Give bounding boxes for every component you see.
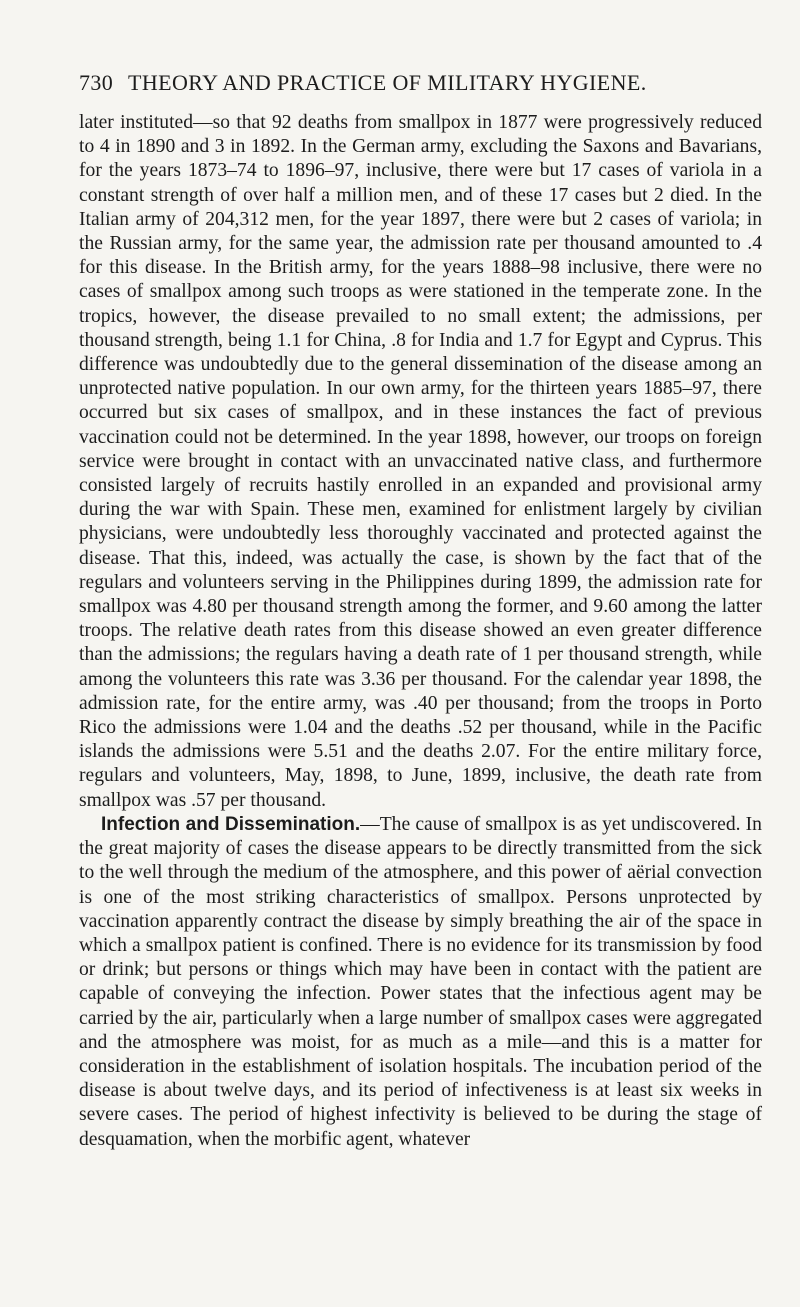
paragraph-infection-dissemination bbox=[79, 813, 762, 1152]
section-heading: Infection and Dissemination. bbox=[101, 813, 361, 835]
page-number: 730 bbox=[79, 70, 114, 95]
body-text bbox=[79, 111, 762, 1152]
paragraph-text: —The cause of smallpox is as yet undiscovered. In the great majority of cases the disease appears to be directly transmitted from the sick to the well through the medium of the atmosphere, and this power of aërial convection is one of the most striking characteristics of smallpox. Persons unprotected by vaccination apparently contract the disease by simply breathing the air of the space in which a smallpox patient is confined. There is no evidence for its transmission by food or drink; but persons or things which may have been in contact with the patient are capable of conveying the infection. Power states that the infectious agent may be carried by the air, particularly when a large number of smallpox cases were aggregated and the atmosphere was moist, for as much as a mile—and this is a matter for consideration in the establishment of isolation hospitals. The incubation period of the disease is about twelve days, and its period of infectiveness is at least six weeks in severe cases. The period of highest infectivity is believed to be during the stage of desquamation, when the morbific agent, whatever bbox=[79, 813, 762, 1150]
running-header bbox=[79, 70, 762, 102]
paragraph-smallpox-statistics: later instituted—so that 92 deaths from smallpox in 1877 were progressively reduced to 4 in 1890 and 3 in 1892. In the German army, excluding the Saxons and Bavarians, for the years 1873–74 to 1896–97, inclusive, there were but 17 cases of variola in a constant strength of over half a million men, and of these 17 cases but 2 died. In the Italian army of 204,312 men, for the year 1897, there were but 2 cases of variola; in the Russian army, for the same year, the admission rate per thousand amounted to .4 for this disease. In the British army, for the years 1888–98 inclusive, there were no cases of smallpox among such troops as were stationed in the temperate zone. In the tropics, however, the disease prevailed to no small extent; the admissions, per thousand strength, being 1.1 for China, .8 for India and 1.7 for Egypt and Cyprus. This difference was undoubtedly due to the general dissemination of the disease among an unprotected native population. In our own army, for the thirteen years 1885–97, there occurred but six cases of smallpox, and in these instances the fact of previous vaccination could not be determined. In the year 1898, however, our troops on foreign service were brought in contact with an unvaccinated native class, and furthermore consisted largely of recruits hastily enrolled in an expanded and provisional army during the war with Spain. These men, examined for enlistment largely by civilian physicians, were undoubtedly less thoroughly vaccinated and protected against the disease. That this, indeed, was actually the case, is shown by the fact that of the regulars and volunteers serving in the Philippines during 1899, the admission rate for smallpox was 4.80 per thousand strength among the former, and 9.60 among the latter troops. The relative death rates from this disease showed an even greater difference than the admissions; the regulars having a death rate of 1 per thousand strength, while among the volunteers this rate was 3.36 per thousand. For the calendar year 1898, the admission rate, for the entire army, was .40 per thousand; from the troops in Porto Rico the admissions were 1.04 and the deaths .52 per thousand, while in the Pacific islands the admissions were 5.51 and the deaths 2.07. For the entire military force, regulars and volunteers, May, 1898, to June, 1899, inclusive, the death rate from smallpox was .57 per thousand. bbox=[79, 112, 762, 811]
running-title: THEORY AND PRACTICE OF MILITARY HYGIENE. bbox=[128, 70, 647, 95]
